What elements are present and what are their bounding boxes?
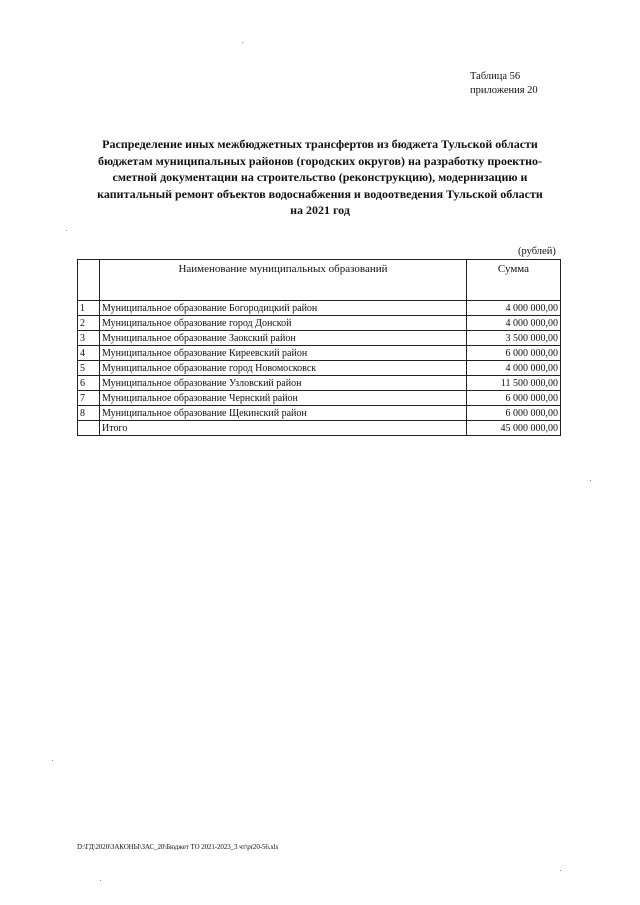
total-number-cell — [78, 421, 100, 436]
municipality-name: Муниципальное образование Чернский район — [100, 391, 467, 406]
title-line: бюджетам муниципальных районов (городских округов) на разработку проектно- — [97, 153, 543, 168]
scan-speck — [590, 480, 591, 481]
document-title — [70, 136, 570, 219]
transfer-sum: 11 500 000,00 — [467, 376, 561, 391]
municipality-name: Муниципальное образование Богородицкий район — [100, 301, 467, 316]
scan-speck — [560, 870, 561, 871]
table-row — [78, 376, 561, 391]
total-sum: 45 000 000,00 — [467, 421, 561, 436]
row-number: 8 — [78, 406, 100, 421]
sum-column-header: Сумма — [467, 260, 561, 301]
municipality-name: Муниципальное образование Щекинский район — [100, 406, 467, 421]
transfer-sum: 6 000 000,00 — [467, 346, 561, 361]
row-number: 7 — [78, 391, 100, 406]
row-number: 1 — [78, 301, 100, 316]
scan-speck — [100, 880, 101, 881]
table-row — [78, 406, 561, 421]
transfer-sum: 6 000 000,00 — [467, 406, 561, 421]
name-column-header: Наименование муниципальных образований — [100, 260, 467, 301]
row-number: 4 — [78, 346, 100, 361]
number-column-header — [78, 260, 100, 301]
scan-speck — [242, 42, 243, 43]
row-number: 5 — [78, 361, 100, 376]
table-header-row — [78, 260, 561, 301]
transfer-sum: 4 000 000,00 — [467, 361, 561, 376]
scan-speck — [66, 230, 67, 231]
transfer-sum: 4 000 000,00 — [467, 301, 561, 316]
transfers-table — [77, 259, 561, 436]
row-number: 6 — [78, 376, 100, 391]
table-row — [78, 391, 561, 406]
title-line: Распределение иных межбюджетных трансфертов из бюджета Тульской области — [102, 137, 538, 151]
row-number: 3 — [78, 331, 100, 346]
table-number: Таблица 56 — [470, 71, 521, 82]
scan-speck — [52, 760, 53, 761]
table-row — [78, 346, 561, 361]
title-line: сметной документации на строительство (реконструкцию), модернизацию и — [112, 170, 528, 184]
appendix-number: приложения 20 — [470, 85, 538, 96]
table-row — [78, 301, 561, 316]
title-line: на 2021 год — [290, 203, 350, 217]
table-row — [78, 361, 561, 376]
title-line: капитальный ремонт объектов водоснабжения и водоотведения Тульской области — [97, 186, 543, 201]
municipality-name: Муниципальное образование город Новомосковск — [100, 361, 467, 376]
transfer-sum: 4 000 000,00 — [467, 316, 561, 331]
table-row — [78, 331, 561, 346]
total-row — [78, 421, 561, 436]
municipality-name: Муниципальное образование Заокский район — [100, 331, 467, 346]
transfer-sum: 6 000 000,00 — [467, 391, 561, 406]
transfer-sum: 3 500 000,00 — [467, 331, 561, 346]
row-number: 2 — [78, 316, 100, 331]
table-row — [78, 316, 561, 331]
total-label: Итого — [100, 421, 467, 436]
municipality-name: Муниципальное образование Узловский район — [100, 376, 467, 391]
municipality-name: Муниципальное образование город Донской — [100, 316, 467, 331]
unit-label: (рублей) — [518, 246, 556, 257]
table-reference — [470, 70, 538, 98]
municipality-name: Муниципальное образование Киреевский район — [100, 346, 467, 361]
file-path-footer: D:\ГД\2020\ЗАКОНЫ\ЗАС_20\Бюджет ТО 2021-2023_3 чт\pr20-56.xls — [77, 843, 279, 851]
